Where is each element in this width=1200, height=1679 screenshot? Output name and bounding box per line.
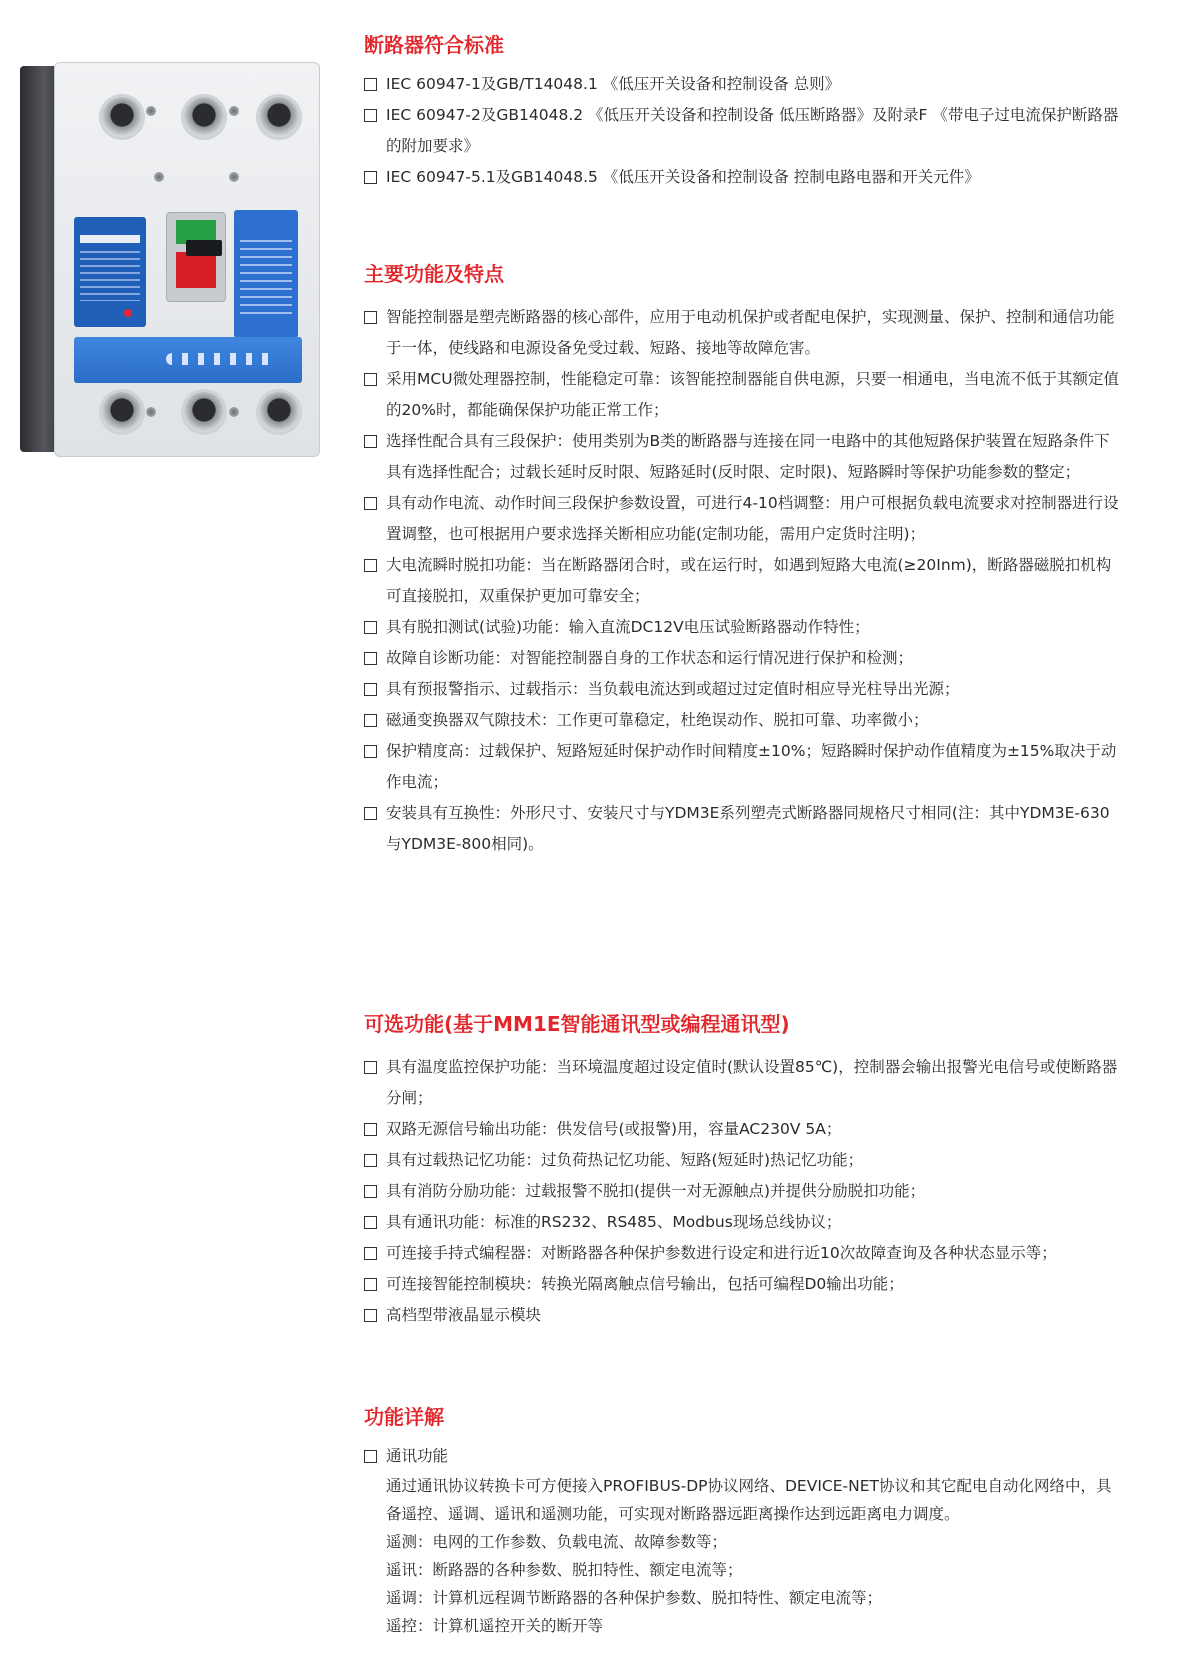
list-item: 具有过载热记忆功能：过负荷热记忆功能、短路(短延时)热记忆功能； xyxy=(364,1145,1124,1176)
checkbox-icon xyxy=(364,1247,377,1260)
checkbox-icon xyxy=(364,171,377,184)
list-item: 双路无源信号输出功能：供发信号(或报警)用，容量AC230V 5A； xyxy=(364,1114,1124,1145)
screw xyxy=(229,407,239,417)
list-item: 可连接手持式编程器：对断路器各种保护参数进行设定和进行近10次故障查询及各种状态显示等； xyxy=(364,1238,1124,1269)
checkbox-icon xyxy=(364,1216,377,1229)
breaker-front xyxy=(54,62,320,457)
optional-list xyxy=(364,1052,1124,1331)
controller-label xyxy=(74,217,146,327)
terminal-hole xyxy=(259,97,299,137)
section-heading: 功能详解 xyxy=(364,1405,444,1429)
list-item: 具有动作电流、动作时间三段保护参数设置，可进行4-10档调整：用户可根据负载电流要求对控制器进行设置调整，也可根据用户要求选择关断相应功能(定制功能，需用户定货时注明)； xyxy=(364,488,1124,550)
checkbox-icon xyxy=(364,559,377,572)
screw xyxy=(154,172,164,182)
checkbox-icon xyxy=(364,1450,377,1463)
section-standards xyxy=(364,33,1124,193)
screw xyxy=(146,407,156,417)
label-text-lines xyxy=(80,251,140,301)
detail-line: 遥调：计算机远程调节断路器的各种保护参数、脱扣特性、额定电流等； xyxy=(386,1589,883,1607)
section-heading: 断路器符合标准 xyxy=(364,33,504,57)
checkbox-icon xyxy=(364,78,377,91)
list-item: 选择性配合具有三段保护：使用类别为B类的断路器与连接在同一电路中的其他短路保护装置在短路条件下具有选择性配合；过载长延时反时限、短路延时(反时限、定时限)、短路瞬时等保护功能参数的整定； xyxy=(364,426,1124,488)
list-item: 具有脱扣测试(试验)功能：输入直流DC12V电压试验断路器动作特性； xyxy=(364,612,1124,643)
list-item: 磁通变换器双气隙技术：工作更可靠稳定，杜绝误动作、脱扣可靠、功率微小； xyxy=(364,705,1124,736)
section-optional xyxy=(364,1012,1124,1331)
list-item: 具有通讯功能：标准的RS232、RS485、Modbus现场总线协议； xyxy=(364,1207,1124,1238)
list-item: IEC 60947-1及GB/T14048.1 《低压开关设备和控制设备 总则》 xyxy=(364,69,1124,100)
product-image xyxy=(20,62,320,457)
standards-list xyxy=(364,69,1124,193)
terminal-hole xyxy=(184,392,224,432)
label-indicator xyxy=(124,309,132,317)
screw xyxy=(229,172,239,182)
checkbox-icon xyxy=(364,621,377,634)
screw xyxy=(146,106,156,116)
list-item: 智能控制器是塑壳断路器的核心部件，应用于电动机保护或者配电保护，实现测量、保护、控制和通信功能于一体，使线路和电源设备免受过载、短路、接地等故障危害。 xyxy=(364,302,1124,364)
checkbox-icon xyxy=(364,373,377,386)
indicator-leds xyxy=(166,353,276,365)
list-item: 保护精度高：过载保护、短路短延时保护动作时间精度±10%；短路瞬时保护动作值精度为±15%取决于动作电流； xyxy=(364,736,1124,798)
section-features xyxy=(364,262,1124,860)
checkbox-icon xyxy=(364,745,377,758)
checkbox-icon xyxy=(364,1154,377,1167)
terminal-hole xyxy=(259,392,299,432)
rating-text-lines xyxy=(240,240,292,320)
handle-on-indicator xyxy=(176,252,216,288)
checkbox-icon xyxy=(364,497,377,510)
checkbox-icon xyxy=(364,1061,377,1074)
checkbox-icon xyxy=(364,311,377,324)
list-item: 故障自诊断功能：对智能控制器自身的工作状态和运行情况进行保护和检测； xyxy=(364,643,1124,674)
detail-line: 遥控：计算机遥控开关的断开等 xyxy=(386,1617,604,1635)
detail-line: 遥讯：断路器的各种参数、脱扣特性、额定电流等； xyxy=(386,1561,743,1579)
details-list xyxy=(364,1441,1124,1472)
terminal-hole xyxy=(102,392,142,432)
list-item: 具有消防分励功能：过载报警不脱扣(提供一对无源触点)并提供分励脱扣功能； xyxy=(364,1176,1124,1207)
list-item: 具有预报警指示、过载指示：当负载电流达到或超过过定值时相应导光柱导出光源； xyxy=(364,674,1124,705)
checkbox-icon xyxy=(364,1185,377,1198)
checkbox-icon xyxy=(364,1278,377,1291)
handle-lever xyxy=(186,240,222,256)
checkbox-icon xyxy=(364,109,377,122)
list-item: IEC 60947-2及GB14048.2 《低压开关设备和控制设备 低压断路器》及附录F 《带电子过电流保护断路器的附加要求》 xyxy=(364,100,1124,162)
section-details xyxy=(364,1405,1124,1640)
section-heading: 可选功能(基于MM1E智能通讯型或编程通讯型) xyxy=(364,1012,790,1036)
features-list xyxy=(364,302,1124,860)
checkbox-icon xyxy=(364,435,377,448)
terminal-hole xyxy=(102,97,142,137)
list-item: 通讯功能 xyxy=(364,1441,1124,1472)
breaker-handle xyxy=(166,212,226,302)
list-item: IEC 60947-5.1及GB14048.5 《低压开关设备和控制设备 控制电路电器和开关元件》 xyxy=(364,162,1124,193)
checkbox-icon xyxy=(364,1309,377,1322)
detail-paragraph: 通过通讯协议转换卡可方便接入PROFIBUS-DP协议网络、DEVICE-NET协议和其它配电自动化网络中，具备遥控、遥调、遥讯和遥测功能，可实现对断路器远距离操作达到远距离电力调度。 xyxy=(386,1477,1112,1523)
list-item: 大电流瞬时脱扣功能：当在断路器闭合时，或在运行时，如遇到短路大电流(≥20Inm)，断路器磁脱扣机构可直接脱扣，双重保护更加可靠安全； xyxy=(364,550,1124,612)
terminal-hole xyxy=(184,97,224,137)
rating-label xyxy=(234,210,298,338)
section-heading: 主要功能及特点 xyxy=(364,262,504,286)
list-item: 安装具有互换性：外形尺寸、安装尺寸与YDM3E系列塑壳式断路器同规格尺寸相同(注：其中YDM3E-630与YDM3E-800相同)。 xyxy=(364,798,1124,860)
list-item: 具有温度监控保护功能：当环境温度超过设定值时(默认设置85℃)，控制器会输出报警光电信号或使断路器分闸； xyxy=(364,1052,1124,1114)
checkbox-icon xyxy=(364,807,377,820)
list-item: 采用MCU微处理器控制，性能稳定可靠：该智能控制器能自供电源，只要一相通电，当电流不低于其额定值的20%时，都能确保保护功能正常工作； xyxy=(364,364,1124,426)
label-model-strip xyxy=(80,235,140,243)
checkbox-icon xyxy=(364,652,377,665)
checkbox-icon xyxy=(364,683,377,696)
screw xyxy=(229,106,239,116)
checkbox-icon xyxy=(364,1123,377,1136)
checkbox-icon xyxy=(364,714,377,727)
details-body xyxy=(364,1472,1124,1640)
detail-line: 遥测：电网的工作参数、负载电流、故障参数等； xyxy=(386,1533,728,1551)
list-item: 可连接智能控制模块：转换光隔离触点信号输出，包括可编程D0输出功能； xyxy=(364,1269,1124,1300)
controller-panel xyxy=(74,337,302,383)
list-item: 高档型带液晶显示模块 xyxy=(364,1300,1124,1331)
